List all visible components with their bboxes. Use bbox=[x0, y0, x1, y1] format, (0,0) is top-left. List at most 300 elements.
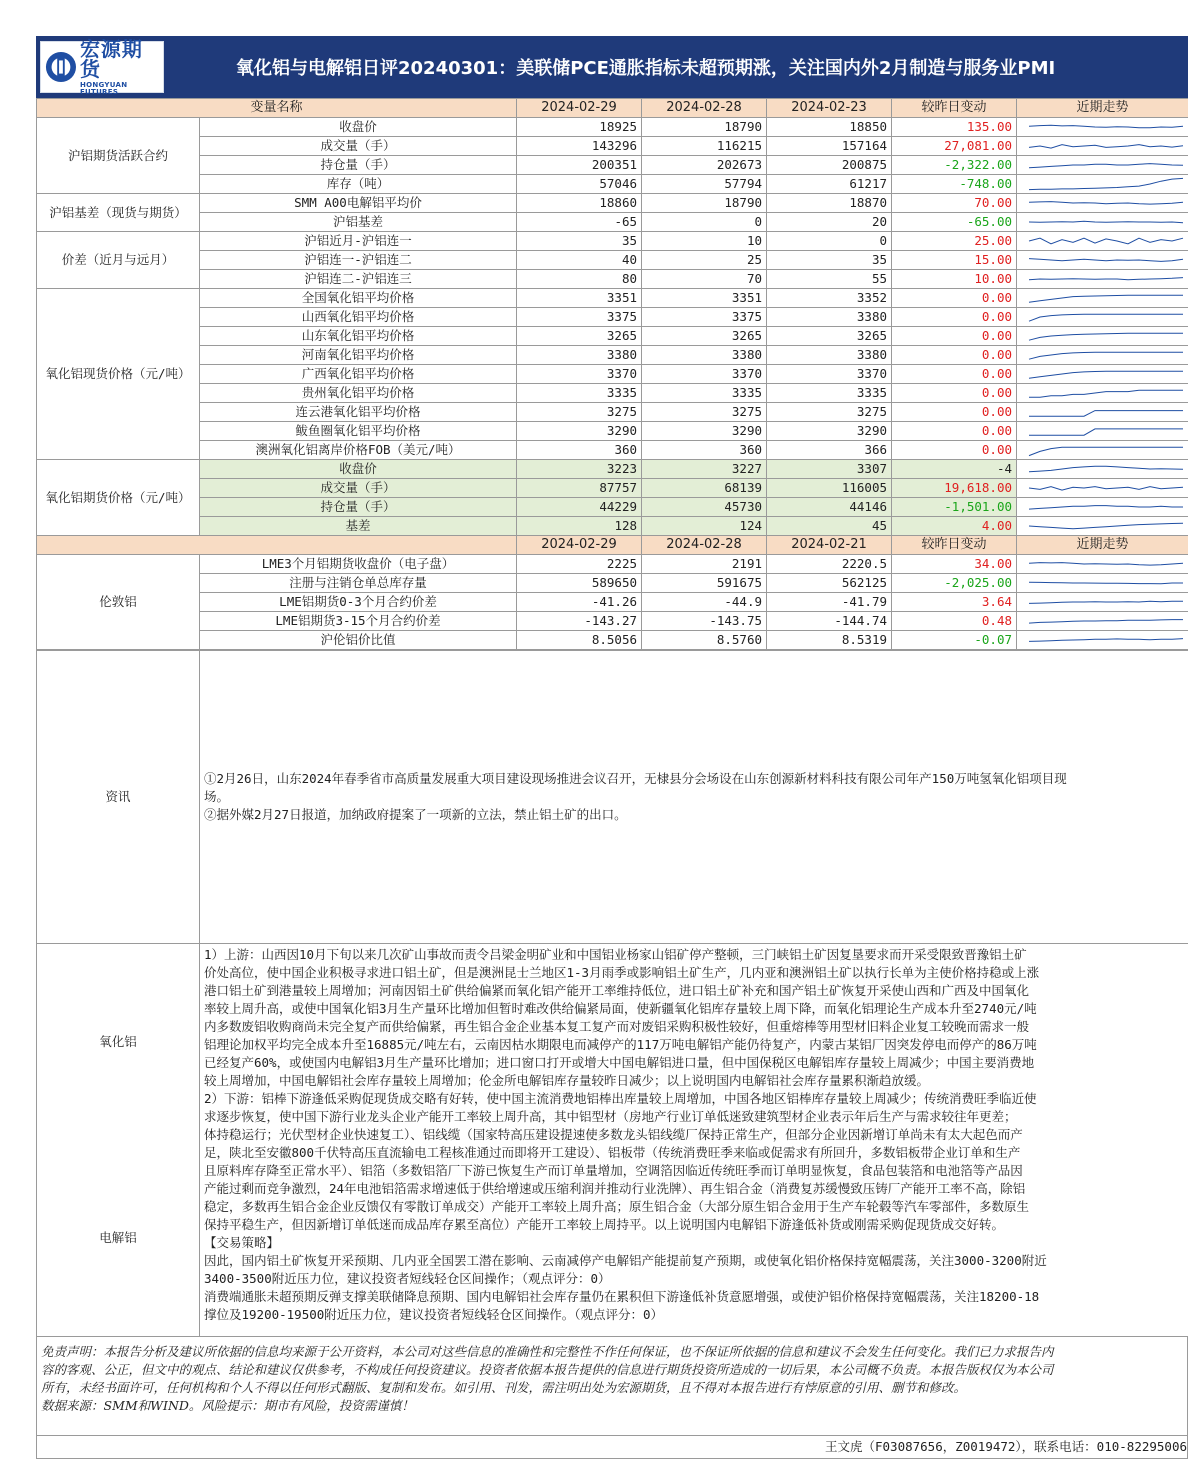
sparkline-series bbox=[1029, 259, 1183, 262]
trend-cell bbox=[1017, 327, 1188, 346]
daily-change: 10.00 bbox=[892, 270, 1017, 289]
value-date-3: 61217 bbox=[767, 175, 892, 194]
col-trend: 近期走势 bbox=[1017, 536, 1188, 555]
text-line: 较上周增加，中国电解铝社会库存量较上周增加；伦金所电解铝库存量较昨日减少；以上说明国内电解铝社会库存量累积渐趋放缓。 bbox=[204, 1072, 930, 1088]
sparkline-chart bbox=[1021, 593, 1188, 611]
value-date-2: 3265 bbox=[642, 327, 767, 346]
text-line: 体持稳运行；光伏型材企业快速复工）、铝线缆（国家特高压建设提速使多数龙头铝线缆厂保持正常生产，但部分企业因新增订单尚未有太大起色而产 bbox=[204, 1126, 1023, 1142]
value-date-3: 20 bbox=[767, 213, 892, 232]
sparkline-series bbox=[1029, 429, 1183, 435]
value-date-3: 157164 bbox=[767, 137, 892, 156]
sparkline-chart bbox=[1021, 612, 1188, 630]
table-row bbox=[37, 175, 1188, 194]
column-header-row bbox=[37, 99, 1188, 118]
col-date-2: 2024-02-28 bbox=[642, 536, 767, 555]
daily-change: 3.64 bbox=[892, 593, 1017, 612]
value-date-1: 3335 bbox=[517, 384, 642, 403]
daily-change: 19,618.00 bbox=[892, 479, 1017, 498]
table-row bbox=[37, 232, 1188, 251]
value-date-2: 202673 bbox=[642, 156, 767, 175]
value-date-3: 3352 bbox=[767, 289, 892, 308]
value-date-3: 0 bbox=[767, 232, 892, 251]
sparkline-series bbox=[1029, 164, 1183, 168]
trend-cell bbox=[1017, 289, 1188, 308]
table-row bbox=[37, 289, 1188, 308]
trend-cell bbox=[1017, 441, 1188, 460]
value-date-1: 200351 bbox=[517, 156, 642, 175]
value-date-1: 87757 bbox=[517, 479, 642, 498]
row-label: 鲅鱼圈氧化铝平均价格 bbox=[200, 422, 517, 441]
group-category: 氧化铝期货价格（元/吨） bbox=[37, 460, 200, 536]
trend-cell bbox=[1017, 137, 1188, 156]
trend-cell bbox=[1017, 365, 1188, 384]
col-date-1: 2024-02-29 bbox=[517, 536, 642, 555]
text-line: 求逐步恢复，使中国下游行业龙头企业产能开工率较上周升高，其中铝型材（房地产行业订单低迷致建筑型材企业表示年后生产与需求较往年更差； bbox=[204, 1108, 1017, 1124]
trend-cell bbox=[1017, 346, 1188, 365]
trend-cell bbox=[1017, 631, 1188, 650]
data-table bbox=[36, 98, 1188, 650]
group-category: 氧化铝现货价格（元/吨） bbox=[37, 289, 200, 460]
sparkline-series bbox=[1029, 202, 1183, 205]
sparkline-chart bbox=[1021, 555, 1188, 573]
table-row bbox=[37, 631, 1188, 650]
value-date-3: 3370 bbox=[767, 365, 892, 384]
sparkline-chart bbox=[1021, 289, 1188, 307]
sparkline-series bbox=[1029, 238, 1183, 244]
sparkline-series bbox=[1029, 278, 1183, 280]
sparkline-series bbox=[1029, 487, 1183, 491]
sparkline-chart bbox=[1021, 441, 1188, 459]
text-line: 且原料库存降至正常水平）、铝箔（多数铝箔厂下游已恢复生产而订单量增加，空调箔因临近传统旺季而订单明显恢复，食品包装箔和电池箔等产品因 bbox=[204, 1162, 1023, 1178]
daily-change: 0.00 bbox=[892, 422, 1017, 441]
sparkline-series bbox=[1029, 333, 1183, 340]
col-trend: 近期走势 bbox=[1017, 99, 1188, 118]
row-label: 沪铝连二-沪铝连三 bbox=[200, 270, 517, 289]
sparkline-series bbox=[1029, 314, 1183, 321]
value-date-2: 591675 bbox=[642, 574, 767, 593]
value-date-2: -44.9 bbox=[642, 593, 767, 612]
value-date-3: 3380 bbox=[767, 308, 892, 327]
value-date-1: 40 bbox=[517, 251, 642, 270]
value-date-1: 3290 bbox=[517, 422, 642, 441]
hongyuan-logo-icon bbox=[45, 50, 77, 84]
text-line: 产能过剩而竞争激烈，24年电池铝箔需求增速低于供给增速或压缩利润并推动行业洗牌）、再生铝合金（消费复苏缓慢致压铸厂产能开工率不高，除铝 bbox=[204, 1180, 1026, 1196]
trend-cell bbox=[1017, 308, 1188, 327]
text-line: 内多数废铝收购商尚未完全复产而供给偏紧，再生铝合金企业基本复工复产而对废铝采购积极性较好，但重熔棒等用型材旧料企业复工较晚而需求一般 bbox=[204, 1018, 1030, 1034]
table-row bbox=[37, 308, 1188, 327]
text-line: 因此，国内铝土矿恢复开采预期、几内亚全国罢工潜在影响、云南减停产电解铝产能提前复产预期，或使氧化铝价格保持宽幅震荡，关注3000-3200附近 bbox=[204, 1252, 1047, 1268]
text-line: 【交易策略】 bbox=[204, 1234, 280, 1250]
value-date-3: 3265 bbox=[767, 327, 892, 346]
text-line: 2）下游：铝棒下游逢低采购促现货成交略有好转，使中国主流消费地铝棒出库量较上周增加，中国各地区铝棒库存量较上周减少；传统消费旺季临近使 bbox=[204, 1090, 1037, 1106]
sparkline-series bbox=[1029, 390, 1183, 397]
sparkline-series bbox=[1029, 411, 1183, 417]
trend-cell bbox=[1017, 479, 1188, 498]
col-date-3: 2024-02-23 bbox=[767, 99, 892, 118]
value-date-2: -143.75 bbox=[642, 612, 767, 631]
disclaimer bbox=[36, 1337, 1188, 1436]
value-date-2: 3380 bbox=[642, 346, 767, 365]
table-row bbox=[37, 365, 1188, 384]
value-date-2: 18790 bbox=[642, 194, 767, 213]
daily-change: -1,501.00 bbox=[892, 498, 1017, 517]
value-date-3: 116005 bbox=[767, 479, 892, 498]
row-label: 沪铝基差 bbox=[200, 213, 517, 232]
daily-change: 0.00 bbox=[892, 441, 1017, 460]
trend-cell bbox=[1017, 517, 1188, 536]
author-contact: 王文虎（F03087656，Z0019472），联系电话：010-82295006 bbox=[36, 1436, 1188, 1459]
logo-chinese-name: 宏源期货 bbox=[79, 36, 143, 81]
daily-change: 15.00 bbox=[892, 251, 1017, 270]
row-label: SMM A00电解铝平均价 bbox=[200, 194, 517, 213]
table-row bbox=[37, 384, 1188, 403]
text-line: 稳定，多数再生铝合金企业反馈仅有零散订单成交）产能开工率较上周升高；原生铝合金（大部分原生铝合金用于生产车轮毂等汽车零部件，多数原生 bbox=[204, 1198, 1030, 1214]
row-label: LME铝期货3-15个月合约价差 bbox=[200, 612, 517, 631]
group-category: 价差（近月与远月） bbox=[37, 232, 200, 289]
value-date-1: 44229 bbox=[517, 498, 642, 517]
value-date-3: 18870 bbox=[767, 194, 892, 213]
daily-change: -0.07 bbox=[892, 631, 1017, 650]
value-date-3: 200875 bbox=[767, 156, 892, 175]
table-row bbox=[37, 194, 1188, 213]
value-date-1: -143.27 bbox=[517, 612, 642, 631]
text-line: 容的客观、公正，但文中的观点、结论和建议仅供参考，不构成任何投资建议。投资者依据本报告提供的信息进行期货投资所造成的一切后果，本公司概不负责。本报告版权仅为本公司 bbox=[41, 1362, 1054, 1377]
value-date-3: 562125 bbox=[767, 574, 892, 593]
row-label: 收盘价 bbox=[200, 118, 517, 137]
table-row bbox=[37, 441, 1188, 460]
text-line: 所有，未经书面许可，任何机构和个人不得以任何形式翻版、复制和发布。如引用、刊发，需注明出处为宏源期货，且不得对本报告进行有悖原意的引用、删节和修改。 bbox=[41, 1380, 967, 1395]
trend-cell bbox=[1017, 156, 1188, 175]
value-date-1: 3375 bbox=[517, 308, 642, 327]
trend-cell bbox=[1017, 175, 1188, 194]
sparkline-series bbox=[1029, 221, 1183, 222]
trend-cell bbox=[1017, 574, 1188, 593]
text-line: 数据来源：SMM和WIND。风险提示：期市有风险，投资需谨慎！ bbox=[41, 1398, 414, 1413]
sparkline-series bbox=[1029, 447, 1183, 455]
value-date-3: 366 bbox=[767, 441, 892, 460]
sparkline-chart bbox=[1021, 498, 1188, 516]
daily-change: 135.00 bbox=[892, 118, 1017, 137]
report-title: 氧化铝与电解铝日评20240301：美联储PCE通胀指标未超预期涨，关注国内外2月制造与服务业PMI bbox=[236, 58, 1056, 79]
table-row bbox=[37, 118, 1188, 137]
value-date-2: 3370 bbox=[642, 365, 767, 384]
sparkline-chart bbox=[1021, 384, 1188, 402]
value-date-1: 3380 bbox=[517, 346, 642, 365]
trend-cell bbox=[1017, 593, 1188, 612]
text-line: 港口铝土矿到港量较上周增加；河南因铝土矿供给偏紧而氧化铝产能开工率维持低位，进口铝土矿补充和国产铝土矿恢复开采使山西和广西及中国氧化 bbox=[204, 982, 1030, 998]
value-date-3: 18850 bbox=[767, 118, 892, 137]
sparkline-chart bbox=[1021, 479, 1188, 497]
row-label: 连云港氧化铝平均价格 bbox=[200, 403, 517, 422]
daily-change: 70.00 bbox=[892, 194, 1017, 213]
text-line: 1）上游：山西因10月下旬以来几次矿山事故而责令吕梁金明矿业和中国铝业杨家山铝矿停产整顿，三门峡铝土矿因复垦要求而开采受限致晋豫铝土矿 bbox=[204, 946, 1027, 962]
table-row bbox=[37, 498, 1188, 517]
value-date-2: 70 bbox=[642, 270, 767, 289]
company-logo bbox=[40, 36, 164, 96]
sparkline-series bbox=[1029, 639, 1183, 642]
value-date-3: 3380 bbox=[767, 346, 892, 365]
table-row bbox=[37, 479, 1188, 498]
text-line: 足，陕北至安徽800千伏特高压直流输电工程核准通过而即将开工建设）、铝板带（传统消费旺季来临或促需求有所回升，多数铝板带企业订单和生产 bbox=[204, 1144, 1021, 1160]
trend-cell bbox=[1017, 270, 1188, 289]
value-date-1: 3275 bbox=[517, 403, 642, 422]
sparkline-chart bbox=[1021, 308, 1188, 326]
text-line: ①2月26日，山东2024年春季省市高质量发展重大项目建设现场推进会议召开，无棣县分会场设在山东创源新材料科技有限公司年产150万吨氢氧化铝项目现 bbox=[204, 771, 1067, 786]
aluminum-category: 电解铝 bbox=[99, 1230, 137, 1245]
text-line: 场。 bbox=[204, 789, 230, 804]
text-line: 免责声明：本报告分析及建议所依据的信息均来源于公开资料，本公司对这些信息的准确性和完整性不作任何保证，也不保证所依据的信息和建议不会发生任何变化。我们已力求报告内 bbox=[41, 1344, 1054, 1359]
value-date-2: 10 bbox=[642, 232, 767, 251]
col-date-3: 2024-02-21 bbox=[767, 536, 892, 555]
row-label: 基差 bbox=[200, 517, 517, 536]
value-date-1: 57046 bbox=[517, 175, 642, 194]
value-date-3: 55 bbox=[767, 270, 892, 289]
value-date-3: 3335 bbox=[767, 384, 892, 403]
row-label: LME铝期货0-3个月合约价差 bbox=[200, 593, 517, 612]
daily-change: 0.48 bbox=[892, 612, 1017, 631]
daily-change: 0.00 bbox=[892, 403, 1017, 422]
table-row bbox=[37, 422, 1188, 441]
value-date-1: 35 bbox=[517, 232, 642, 251]
analysis-content bbox=[200, 944, 1188, 1337]
row-label: 贵州氧化铝平均价格 bbox=[200, 384, 517, 403]
news-content bbox=[200, 651, 1188, 944]
row-label: 沪铝近月-沪铝连一 bbox=[200, 232, 517, 251]
col-variable-name: 变量名称 bbox=[37, 99, 517, 118]
row-label: 山西氧化铝平均价格 bbox=[200, 308, 517, 327]
daily-change: 25.00 bbox=[892, 232, 1017, 251]
table-row bbox=[37, 460, 1188, 479]
sparkline-chart bbox=[1021, 460, 1188, 478]
daily-change: -2,322.00 bbox=[892, 156, 1017, 175]
value-date-1: 3351 bbox=[517, 289, 642, 308]
value-date-3: 3275 bbox=[767, 403, 892, 422]
value-date-1: 8.5056 bbox=[517, 631, 642, 650]
value-date-1: 18860 bbox=[517, 194, 642, 213]
value-date-2: 360 bbox=[642, 441, 767, 460]
value-date-1: 3265 bbox=[517, 327, 642, 346]
row-label: 持仓量（手） bbox=[200, 156, 517, 175]
text-line: 率较上周升高，或使中国氧化铝3月生产量环比增加但暂时难改供给偏紧局面，使新疆氧化铝库存量较上周下降，而氧化铝理论生产成本升至2740元/吨 bbox=[204, 1000, 1037, 1016]
col-date-2: 2024-02-28 bbox=[642, 99, 767, 118]
row-label: 库存（吨） bbox=[200, 175, 517, 194]
value-date-1: 3370 bbox=[517, 365, 642, 384]
row-label: 沪伦铝价比值 bbox=[200, 631, 517, 650]
value-date-2: 3290 bbox=[642, 422, 767, 441]
analysis-categories bbox=[37, 944, 200, 1337]
sparkline-chart bbox=[1021, 118, 1188, 136]
text-line: 保持平稳生产，但因新增订单低迷而成品库存累至高位）产能开工率较上周持平。以上说明国内电解铝下游逢低补货或刚需采购促现货成交好转。 bbox=[204, 1216, 1005, 1232]
value-date-1: -65 bbox=[517, 213, 642, 232]
row-label: 持仓量（手） bbox=[200, 498, 517, 517]
report-header bbox=[36, 36, 1188, 98]
sparkline-series bbox=[1029, 601, 1183, 603]
sparkline-chart bbox=[1021, 213, 1188, 231]
table-row bbox=[37, 593, 1188, 612]
trend-cell bbox=[1017, 194, 1188, 213]
news-category: 资讯 bbox=[37, 651, 200, 944]
text-line: 撑位及19200-19500附近压力位，建议投资者短线轻仓区间操作。（观点评分：0） bbox=[204, 1306, 664, 1322]
row-label: 广西氧化铝平均价格 bbox=[200, 365, 517, 384]
trend-cell bbox=[1017, 403, 1188, 422]
value-date-1: 18925 bbox=[517, 118, 642, 137]
value-date-2: 25 bbox=[642, 251, 767, 270]
trend-cell bbox=[1017, 612, 1188, 631]
alumina-category: 氧化铝 bbox=[99, 1034, 137, 1049]
sparkline-series bbox=[1029, 352, 1183, 359]
value-date-1: 143296 bbox=[517, 137, 642, 156]
daily-change: 0.00 bbox=[892, 308, 1017, 327]
value-date-2: 45730 bbox=[642, 498, 767, 517]
table-row bbox=[37, 213, 1188, 232]
value-date-3: 3307 bbox=[767, 460, 892, 479]
trend-cell bbox=[1017, 232, 1188, 251]
value-date-2: 116215 bbox=[642, 137, 767, 156]
sparkline-series bbox=[1029, 620, 1183, 624]
trend-cell bbox=[1017, 555, 1188, 574]
sparkline-chart bbox=[1021, 232, 1188, 250]
value-date-3: 35 bbox=[767, 251, 892, 270]
value-date-1: 2225 bbox=[517, 555, 642, 574]
col-date-1: 2024-02-29 bbox=[517, 99, 642, 118]
logo-english-name: HONGYUAN FUTURES bbox=[79, 80, 128, 96]
value-date-1: 3223 bbox=[517, 460, 642, 479]
table-row bbox=[37, 346, 1188, 365]
value-date-2: 18790 bbox=[642, 118, 767, 137]
text-line: 价处高位，使中国企业积极寻求进口铝土矿，但是澳洲昆士兰地区1-3月雨季或影响铝土矿生产，几内亚和澳洲铝土矿以执行长单为主使价格持稳或上涨 bbox=[204, 964, 1040, 980]
group-category: 沪铝期货活跃合约 bbox=[37, 118, 200, 194]
daily-change: 0.00 bbox=[892, 346, 1017, 365]
sparkline-series bbox=[1029, 506, 1183, 510]
row-label: 成交量（手） bbox=[200, 479, 517, 498]
table-row bbox=[37, 574, 1188, 593]
text-line: ②据外媒2月27日报道，加纳政府提案了一项新的立法，禁止铝土矿的出口。 bbox=[204, 807, 627, 822]
table-row bbox=[37, 612, 1188, 631]
sparkline-series bbox=[1029, 563, 1183, 566]
row-label: 注册与注销仓单总库存量 bbox=[200, 574, 517, 593]
daily-change: 4.00 bbox=[892, 517, 1017, 536]
value-date-1: 128 bbox=[517, 517, 642, 536]
daily-change: -748.00 bbox=[892, 175, 1017, 194]
sparkline-chart bbox=[1021, 270, 1188, 288]
sparkline-chart bbox=[1021, 517, 1188, 535]
table-row bbox=[37, 270, 1188, 289]
value-date-2: 3351 bbox=[642, 289, 767, 308]
sparkline-chart bbox=[1021, 574, 1188, 592]
col-change: 较昨日变动 bbox=[892, 99, 1017, 118]
row-label: 河南氧化铝平均价格 bbox=[200, 346, 517, 365]
sparkline-series bbox=[1029, 523, 1183, 529]
sparkline-series bbox=[1029, 466, 1183, 472]
value-date-3: 44146 bbox=[767, 498, 892, 517]
value-date-2: 57794 bbox=[642, 175, 767, 194]
daily-change: 0.00 bbox=[892, 365, 1017, 384]
sparkline-chart bbox=[1021, 346, 1188, 364]
sparkline-series bbox=[1029, 178, 1183, 189]
sparkline-chart bbox=[1021, 137, 1188, 155]
value-date-1: 360 bbox=[517, 441, 642, 460]
trend-cell bbox=[1017, 498, 1188, 517]
group-category: 沪铝基差（现货与期货） bbox=[37, 194, 200, 232]
sparkline-series bbox=[1029, 125, 1183, 127]
value-date-1: 589650 bbox=[517, 574, 642, 593]
group-category: 伦敦铝 bbox=[37, 555, 200, 650]
sparkline-chart bbox=[1021, 251, 1188, 269]
value-date-3: 45 bbox=[767, 517, 892, 536]
sparkline-chart bbox=[1021, 327, 1188, 345]
table-row bbox=[37, 327, 1188, 346]
daily-change: 34.00 bbox=[892, 555, 1017, 574]
text-line: 已经复产60%，或使国内电解铝3月生产量环比增加；进口窗口打开或增大中国电解铝进口量，但中国保税区电解铝库存量较上周减少；中国主要消费地 bbox=[204, 1054, 1035, 1070]
row-label: 成交量（手） bbox=[200, 137, 517, 156]
sparkline-chart bbox=[1021, 365, 1188, 383]
row-label: 山东氧化铝平均价格 bbox=[200, 327, 517, 346]
daily-change: -65.00 bbox=[892, 213, 1017, 232]
sparkline-chart bbox=[1021, 403, 1188, 421]
table-row bbox=[37, 251, 1188, 270]
value-date-3: 8.5319 bbox=[767, 631, 892, 650]
value-date-2: 3335 bbox=[642, 384, 767, 403]
table-row bbox=[37, 403, 1188, 422]
text-line: 铝理论加权平均完全成本升至16885元/吨左右，云南因枯水期限电而减停产的117万吨电解铝产能仍待复产，内蒙古某铝厂因突发停电而停产的86万吨 bbox=[204, 1036, 1037, 1052]
value-date-2: 8.5760 bbox=[642, 631, 767, 650]
value-date-3: 3290 bbox=[767, 422, 892, 441]
trend-cell bbox=[1017, 460, 1188, 479]
value-date-2: 2191 bbox=[642, 555, 767, 574]
column-header-row bbox=[37, 536, 1188, 555]
value-date-2: 3275 bbox=[642, 403, 767, 422]
daily-change: 27,081.00 bbox=[892, 137, 1017, 156]
trend-cell bbox=[1017, 118, 1188, 137]
value-date-1: 80 bbox=[517, 270, 642, 289]
row-label: 收盘价 bbox=[200, 460, 517, 479]
row-label: 全国氧化铝平均价格 bbox=[200, 289, 517, 308]
row-label: 澳洲氧化铝离岸价格FOB（美元/吨） bbox=[200, 441, 517, 460]
value-date-2: 3227 bbox=[642, 460, 767, 479]
text-line: 消费端通胀未超预期反弹支撑美联储降息预期、国内电解铝社会库存量仍在累积但下游逢低补货意愿增强，或使沪铝价格保持宽幅震荡，关注18200-18 bbox=[204, 1288, 1040, 1304]
daily-change: 0.00 bbox=[892, 327, 1017, 346]
value-date-3: -144.74 bbox=[767, 612, 892, 631]
row-label: 沪铝连一-沪铝连二 bbox=[200, 251, 517, 270]
sparkline-chart bbox=[1021, 631, 1188, 649]
sparkline-chart bbox=[1021, 194, 1188, 212]
daily-change: -2,025.00 bbox=[892, 574, 1017, 593]
daily-change: 0.00 bbox=[892, 384, 1017, 403]
table-row bbox=[37, 555, 1188, 574]
row-label: LME3个月铝期货收盘价（电子盘） bbox=[200, 555, 517, 574]
sparkline-series bbox=[1029, 145, 1183, 149]
trend-cell bbox=[1017, 213, 1188, 232]
trend-cell bbox=[1017, 422, 1188, 441]
col-change: 较昨日变动 bbox=[892, 536, 1017, 555]
sparkline-series bbox=[1029, 371, 1183, 378]
sparkline-series bbox=[1029, 582, 1183, 583]
trend-cell bbox=[1017, 251, 1188, 270]
trend-cell bbox=[1017, 384, 1188, 403]
value-date-2: 124 bbox=[642, 517, 767, 536]
value-date-2: 3375 bbox=[642, 308, 767, 327]
sparkline-chart bbox=[1021, 175, 1188, 193]
sparkline-chart bbox=[1021, 422, 1188, 440]
value-date-3: -41.79 bbox=[767, 593, 892, 612]
table-row bbox=[37, 156, 1188, 175]
daily-change: 0.00 bbox=[892, 289, 1017, 308]
daily-change: -4 bbox=[892, 460, 1017, 479]
table-row bbox=[37, 517, 1188, 536]
commentary-table bbox=[36, 650, 1188, 1337]
sparkline-chart bbox=[1021, 156, 1188, 174]
value-date-3: 2220.5 bbox=[767, 555, 892, 574]
